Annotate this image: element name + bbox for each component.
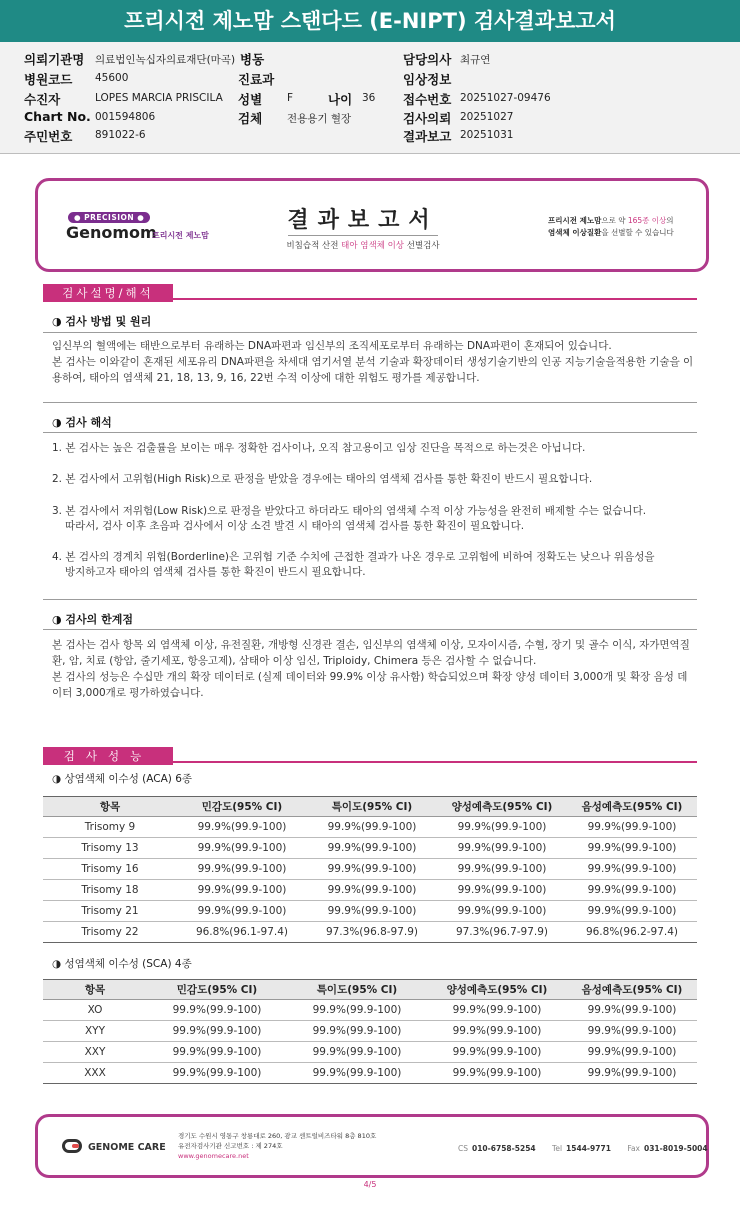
sex-value: F bbox=[287, 92, 294, 104]
request-date-value: 20251027 bbox=[460, 111, 514, 123]
precision-logo-pill: ● PRECISION ● bbox=[68, 212, 150, 223]
doctor-label: 담당의사 bbox=[403, 52, 452, 67]
row-item-name: XXX bbox=[43, 1063, 147, 1084]
interpretation-item-1: 1. 본 검사는 높은 검출률을 보이는 매우 정확한 검사이나, 오직 참고용이고 임상 진단을 목적으로 하는것은 아닙니다. bbox=[52, 442, 586, 454]
interpretation-item-2: 2. 본 검사에서 고위험(High Risk)으로 판정을 받았을 경우에는 태아의 염색체 검사를 통한 확진이 반드시 필요합니다. bbox=[52, 473, 593, 485]
institution-value: 의료법인녹십자의료재단(마곡) bbox=[95, 54, 235, 66]
row-item-name: Trisomy 22 bbox=[43, 922, 177, 943]
patient-info-panel bbox=[0, 42, 740, 154]
report-banner-title: 프리시전 제노맘 스탠다드 (E-NIPT) 검사결과보고서 bbox=[0, 0, 740, 42]
table-cell: 99.9%(99.9-100) bbox=[177, 901, 307, 922]
table-row bbox=[43, 922, 697, 943]
table-cell: 99.9%(99.9-100) bbox=[567, 817, 697, 838]
table-cell: 99.9%(99.9-100) bbox=[427, 1021, 567, 1042]
table-cell: 96.8%(96.1-97.4) bbox=[177, 922, 307, 943]
table-cell: 99.9%(99.9-100) bbox=[177, 880, 307, 901]
row-item-name: XO bbox=[43, 1000, 147, 1021]
sex-label: 성별 bbox=[238, 92, 263, 107]
row-item-name: Trisomy 13 bbox=[43, 838, 177, 859]
row-item-name: Trisomy 9 bbox=[43, 817, 177, 838]
report-header-note: 프리시전 제노맘으로 약 165종 이상의 염색체 이상질환을 선별할 수 있습니다 bbox=[548, 216, 674, 237]
specimen-label: 검체 bbox=[238, 111, 263, 126]
table-cell: 99.9%(99.9-100) bbox=[177, 859, 307, 880]
table-cell: 99.9%(99.9-100) bbox=[437, 901, 567, 922]
column-header: 항목 bbox=[43, 980, 147, 1000]
table-cell: 99.9%(99.9-100) bbox=[427, 1042, 567, 1063]
table-cell: 99.9%(99.9-100) bbox=[567, 1000, 697, 1021]
table-cell: 99.9%(99.9-100) bbox=[287, 1021, 427, 1042]
page-number: 4/5 bbox=[363, 1180, 377, 1189]
table-row bbox=[43, 1000, 697, 1021]
table-cell: 99.9%(99.9-100) bbox=[567, 880, 697, 901]
report-date-value: 20251031 bbox=[460, 129, 514, 141]
dept-label: 진료과 bbox=[238, 72, 275, 87]
request-date-label: 검사의뢰 bbox=[403, 111, 452, 126]
table-cell: 99.9%(99.9-100) bbox=[307, 880, 437, 901]
table-cell: 99.9%(99.9-100) bbox=[287, 1042, 427, 1063]
interpretation-item-3: 3. 본 검사에서 저위험(Low Risk)으로 판정을 받았다고 하더라도 태아의 염색체 수적 이상 가능성을 완전히 배제할 수는 없습니다. 따라서, 검사 이후 초음파 검사에서 이상 소견 발견 시 태아의 염색체 검사를 통한 확진이 필요합니다. bbox=[52, 505, 647, 532]
method-paragraph: 임신부의 혈액에는 태반으로부터 유래하는 DNA파편과 임신부의 조직세포로부터 유래하는 DNA파편이 혼재되어 있습니다. 본 검사는 이와같이 혼재된 세포유리 DNA파편을 차세대 염기서열 분석 기술과 확장데이터 생성기술기반의 인공 지능기술을적용한 기술을 이용하여, 태아의 염색체 21, 18, 13, 9, 16, 22번 수적 이상에 대한 위험도 평가를 제공합니다. bbox=[52, 340, 694, 384]
limitations-paragraph: 본 검사는 검사 항목 외 염색체 이상, 유전질환, 개방형 신경관 결손, 임신부의 염색체 이상, 모자이시즘, 수혈, 장기 및 골수 이식, 자가면역질환, 암, 치료 (항암, 줄기세포, 항응고제), 삼태아 이상 임신, Triploidy, Chimera 등은 검사할 수 없습니다. 본 검사의 성능은 수십만 개의 확장 데이터로 (실제 데이터와 99.9% 이상 유사함) 학습되었으며 확장 양성 데이터 3,000개 및 확장 음성 데이터 3,000개로 평가하였습니다. bbox=[52, 639, 690, 699]
row-item-name: Trisomy 18 bbox=[43, 880, 177, 901]
table-cell: 99.9%(99.9-100) bbox=[307, 817, 437, 838]
interpretation-item-4: 4. 본 검사의 경계치 위험(Borderline)은 고위험 기준 수치에 근접한 결과가 나온 경우로 고위험에 비하여 정확도는 낮으나 위음성을 방지하고자 태아의 염색체 검사를 통한 확진이 반드시 필요합니다. bbox=[52, 551, 655, 578]
table-cell: 99.9%(99.9-100) bbox=[567, 1021, 697, 1042]
table-cell: 99.9%(99.9-100) bbox=[567, 1063, 697, 1084]
table-cell: 99.9%(99.9-100) bbox=[307, 838, 437, 859]
column-header: 특이도(95% CI) bbox=[287, 980, 427, 1000]
table-cell: 99.9%(99.9-100) bbox=[427, 1063, 567, 1084]
table-row bbox=[43, 1021, 697, 1042]
table-row bbox=[43, 901, 697, 922]
row-item-name: Trisomy 21 bbox=[43, 901, 177, 922]
specimen-value: 전용용기 혈장 bbox=[287, 113, 352, 125]
column-header: 특이도(95% CI) bbox=[307, 797, 437, 817]
aca-performance-table bbox=[43, 796, 697, 943]
section-header-explanation: 검사설명/해석 bbox=[43, 282, 697, 300]
genome-care-logo-icon bbox=[62, 1139, 82, 1153]
column-header: 양성예측도(95% CI) bbox=[437, 797, 567, 817]
age-label: 나이 bbox=[328, 92, 353, 107]
column-header: 민감도(95% CI) bbox=[177, 797, 307, 817]
table-cell: 99.9%(99.9-100) bbox=[147, 1021, 287, 1042]
footer-contacts: CS 010-6758-5254 Tel 1544-9771 Fax 031-8019-5004 bbox=[458, 1144, 708, 1153]
doctor-value: 최규연 bbox=[460, 54, 491, 66]
examinee-value: LOPES MARCIA PRISCILA bbox=[95, 92, 223, 104]
resident-no-label: 주민번호 bbox=[24, 129, 73, 144]
table-row bbox=[43, 838, 697, 859]
genomom-logo: Genomom bbox=[66, 223, 157, 242]
chart-no-label: Chart No. bbox=[24, 109, 91, 124]
title-underline bbox=[288, 235, 438, 236]
column-header: 음성예측도(95% CI) bbox=[567, 797, 697, 817]
table-cell: 99.9%(99.9-100) bbox=[287, 1000, 427, 1021]
divider bbox=[43, 402, 697, 403]
report-title: 결과보고서 bbox=[287, 208, 439, 233]
sca-table-caption: ◑ 성염색체 이수성 (SCA) 4종 bbox=[52, 958, 192, 970]
table-cell: 99.9%(99.9-100) bbox=[437, 880, 567, 901]
table-cell: 99.9%(99.9-100) bbox=[567, 838, 697, 859]
table-cell: 99.9%(99.9-100) bbox=[147, 1000, 287, 1021]
divider bbox=[43, 629, 697, 630]
table-cell: 99.9%(99.9-100) bbox=[177, 817, 307, 838]
genomom-logo-subtitle: 프리시전 제노맘 bbox=[152, 231, 209, 240]
limitations-heading: ◑ 검사의 한계점 bbox=[52, 613, 134, 626]
table-cell: 97.3%(96.7-97.9) bbox=[437, 922, 567, 943]
aca-table-caption: ◑ 상염색체 이수성 (ACA) 6종 bbox=[52, 773, 193, 785]
table-row bbox=[43, 1063, 697, 1084]
column-header: 항목 bbox=[43, 797, 177, 817]
table-cell: 99.9%(99.9-100) bbox=[437, 817, 567, 838]
genome-care-name: GENOME CARE bbox=[88, 1142, 166, 1153]
table-cell: 99.9%(99.9-100) bbox=[437, 838, 567, 859]
divider bbox=[43, 432, 697, 433]
chart-no-value: 001594806 bbox=[95, 111, 156, 123]
column-header: 음성예측도(95% CI) bbox=[567, 980, 697, 1000]
age-value: 36 bbox=[362, 92, 376, 104]
row-item-name: Trisomy 16 bbox=[43, 859, 177, 880]
table-cell: 97.3%(96.8-97.9) bbox=[307, 922, 437, 943]
table-cell: 99.9%(99.9-100) bbox=[307, 901, 437, 922]
table-cell: 99.9%(99.9-100) bbox=[567, 859, 697, 880]
footer-box bbox=[35, 1114, 709, 1178]
table-row bbox=[43, 859, 697, 880]
table-row bbox=[43, 817, 697, 838]
table-cell: 96.8%(96.2-97.4) bbox=[567, 922, 697, 943]
report-header-box bbox=[35, 178, 709, 272]
table-cell: 99.9%(99.9-100) bbox=[287, 1063, 427, 1084]
receipt-no-label: 접수번호 bbox=[403, 92, 452, 107]
divider bbox=[43, 332, 697, 333]
table-cell: 99.9%(99.9-100) bbox=[307, 859, 437, 880]
examinee-label: 수진자 bbox=[24, 92, 61, 107]
method-heading: ◑ 검사 방법 및 원리 bbox=[52, 315, 152, 328]
resident-no-value: 891022-6 bbox=[95, 129, 146, 141]
row-item-name: XXY bbox=[43, 1042, 147, 1063]
table-cell: 99.9%(99.9-100) bbox=[567, 901, 697, 922]
interpretation-heading: ◑ 검사 해석 bbox=[52, 416, 112, 429]
footer-address: 경기도 수원시 영통구 창룡대로 260, 광교 센트럴비즈타워 8층 810호 유전자검사기관 신고번호 : 제 274호 www.genomecare.net bbox=[178, 1132, 377, 1160]
sca-performance-table bbox=[43, 979, 697, 1084]
clinical-label: 임상정보 bbox=[403, 72, 452, 87]
table-cell: 99.9%(99.9-100) bbox=[147, 1063, 287, 1084]
institution-label: 의뢰기관명 bbox=[24, 52, 85, 67]
hospital-code-label: 병원코드 bbox=[24, 72, 73, 87]
table-cell: 99.9%(99.9-100) bbox=[437, 859, 567, 880]
column-header: 양성예측도(95% CI) bbox=[427, 980, 567, 1000]
report-subtitle: 비침습적 산전 태아 염색체 이상 선별검사 bbox=[286, 241, 440, 251]
table-row bbox=[43, 880, 697, 901]
table-cell: 99.9%(99.9-100) bbox=[427, 1000, 567, 1021]
column-header: 민감도(95% CI) bbox=[147, 980, 287, 1000]
hospital-code-value: 45600 bbox=[95, 72, 129, 84]
section-header-performance: 검사성능 bbox=[43, 745, 697, 763]
table-row bbox=[43, 1042, 697, 1063]
table-cell: 99.9%(99.9-100) bbox=[567, 1042, 697, 1063]
ward-label: 병동 bbox=[240, 52, 265, 67]
receipt-no-value: 20251027-09476 bbox=[460, 92, 551, 104]
table-cell: 99.9%(99.9-100) bbox=[147, 1042, 287, 1063]
table-cell: 99.9%(99.9-100) bbox=[177, 838, 307, 859]
report-date-label: 결과보고 bbox=[403, 129, 452, 144]
divider bbox=[43, 599, 697, 600]
row-item-name: XYY bbox=[43, 1021, 147, 1042]
footer-website-link[interactable]: www.genomecare.net bbox=[178, 1152, 249, 1160]
